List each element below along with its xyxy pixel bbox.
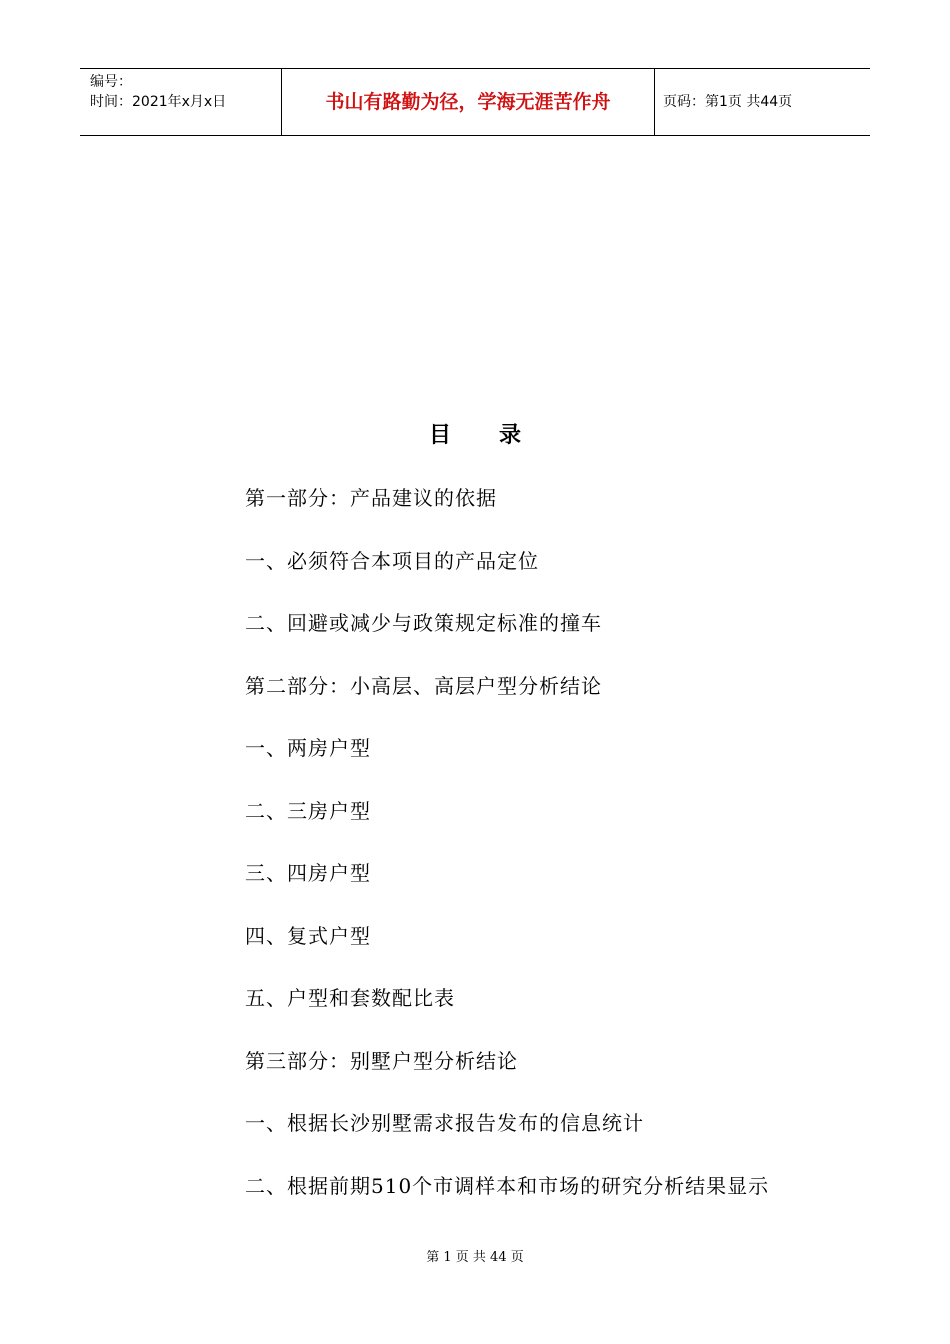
toc-item-part-3: 第三部分：别墅户型分析结论 — [245, 1048, 518, 1073]
page-footer: 第 1 页 共 44 页 — [426, 1250, 524, 1265]
toc-list — [245, 480, 769, 1230]
header-meta-cell — [80, 69, 282, 135]
header-page-info: 页码：第1页 共44页 — [663, 94, 793, 110]
toc-item: 二、根据前期510个市调样本和市场的研究分析结果显示 — [245, 1173, 770, 1198]
toc-item-part-2: 第二部分：小高层、高层户型分析结论 — [245, 673, 602, 698]
toc-title: 目录 — [428, 422, 569, 448]
toc-item: 一、必须符合本项目的产品定位 — [245, 548, 539, 573]
toc-item: 二、回避或减少与政策规定标准的撞车 — [245, 611, 602, 635]
document-header — [80, 68, 870, 136]
toc-item-part-1: 第一部分：产品建议的依据 — [245, 486, 497, 510]
toc-item: 一、根据长沙别墅需求报告发布的信息统计 — [245, 1111, 644, 1135]
toc-item: 二、三房户型 — [245, 798, 371, 823]
toc-item: 四、复式户型 — [245, 923, 371, 948]
header-motto: 书山有路勤为径，学海无涯苦作舟 — [282, 69, 655, 135]
toc-item: 五、户型和套数配比表 — [245, 986, 455, 1010]
toc-item: 一、两房户型 — [245, 736, 371, 760]
toc-item: 三、四房户型 — [245, 861, 371, 885]
time-label: 时间：2021年x月x日 — [90, 94, 227, 110]
number-label: 编号： — [90, 74, 132, 90]
